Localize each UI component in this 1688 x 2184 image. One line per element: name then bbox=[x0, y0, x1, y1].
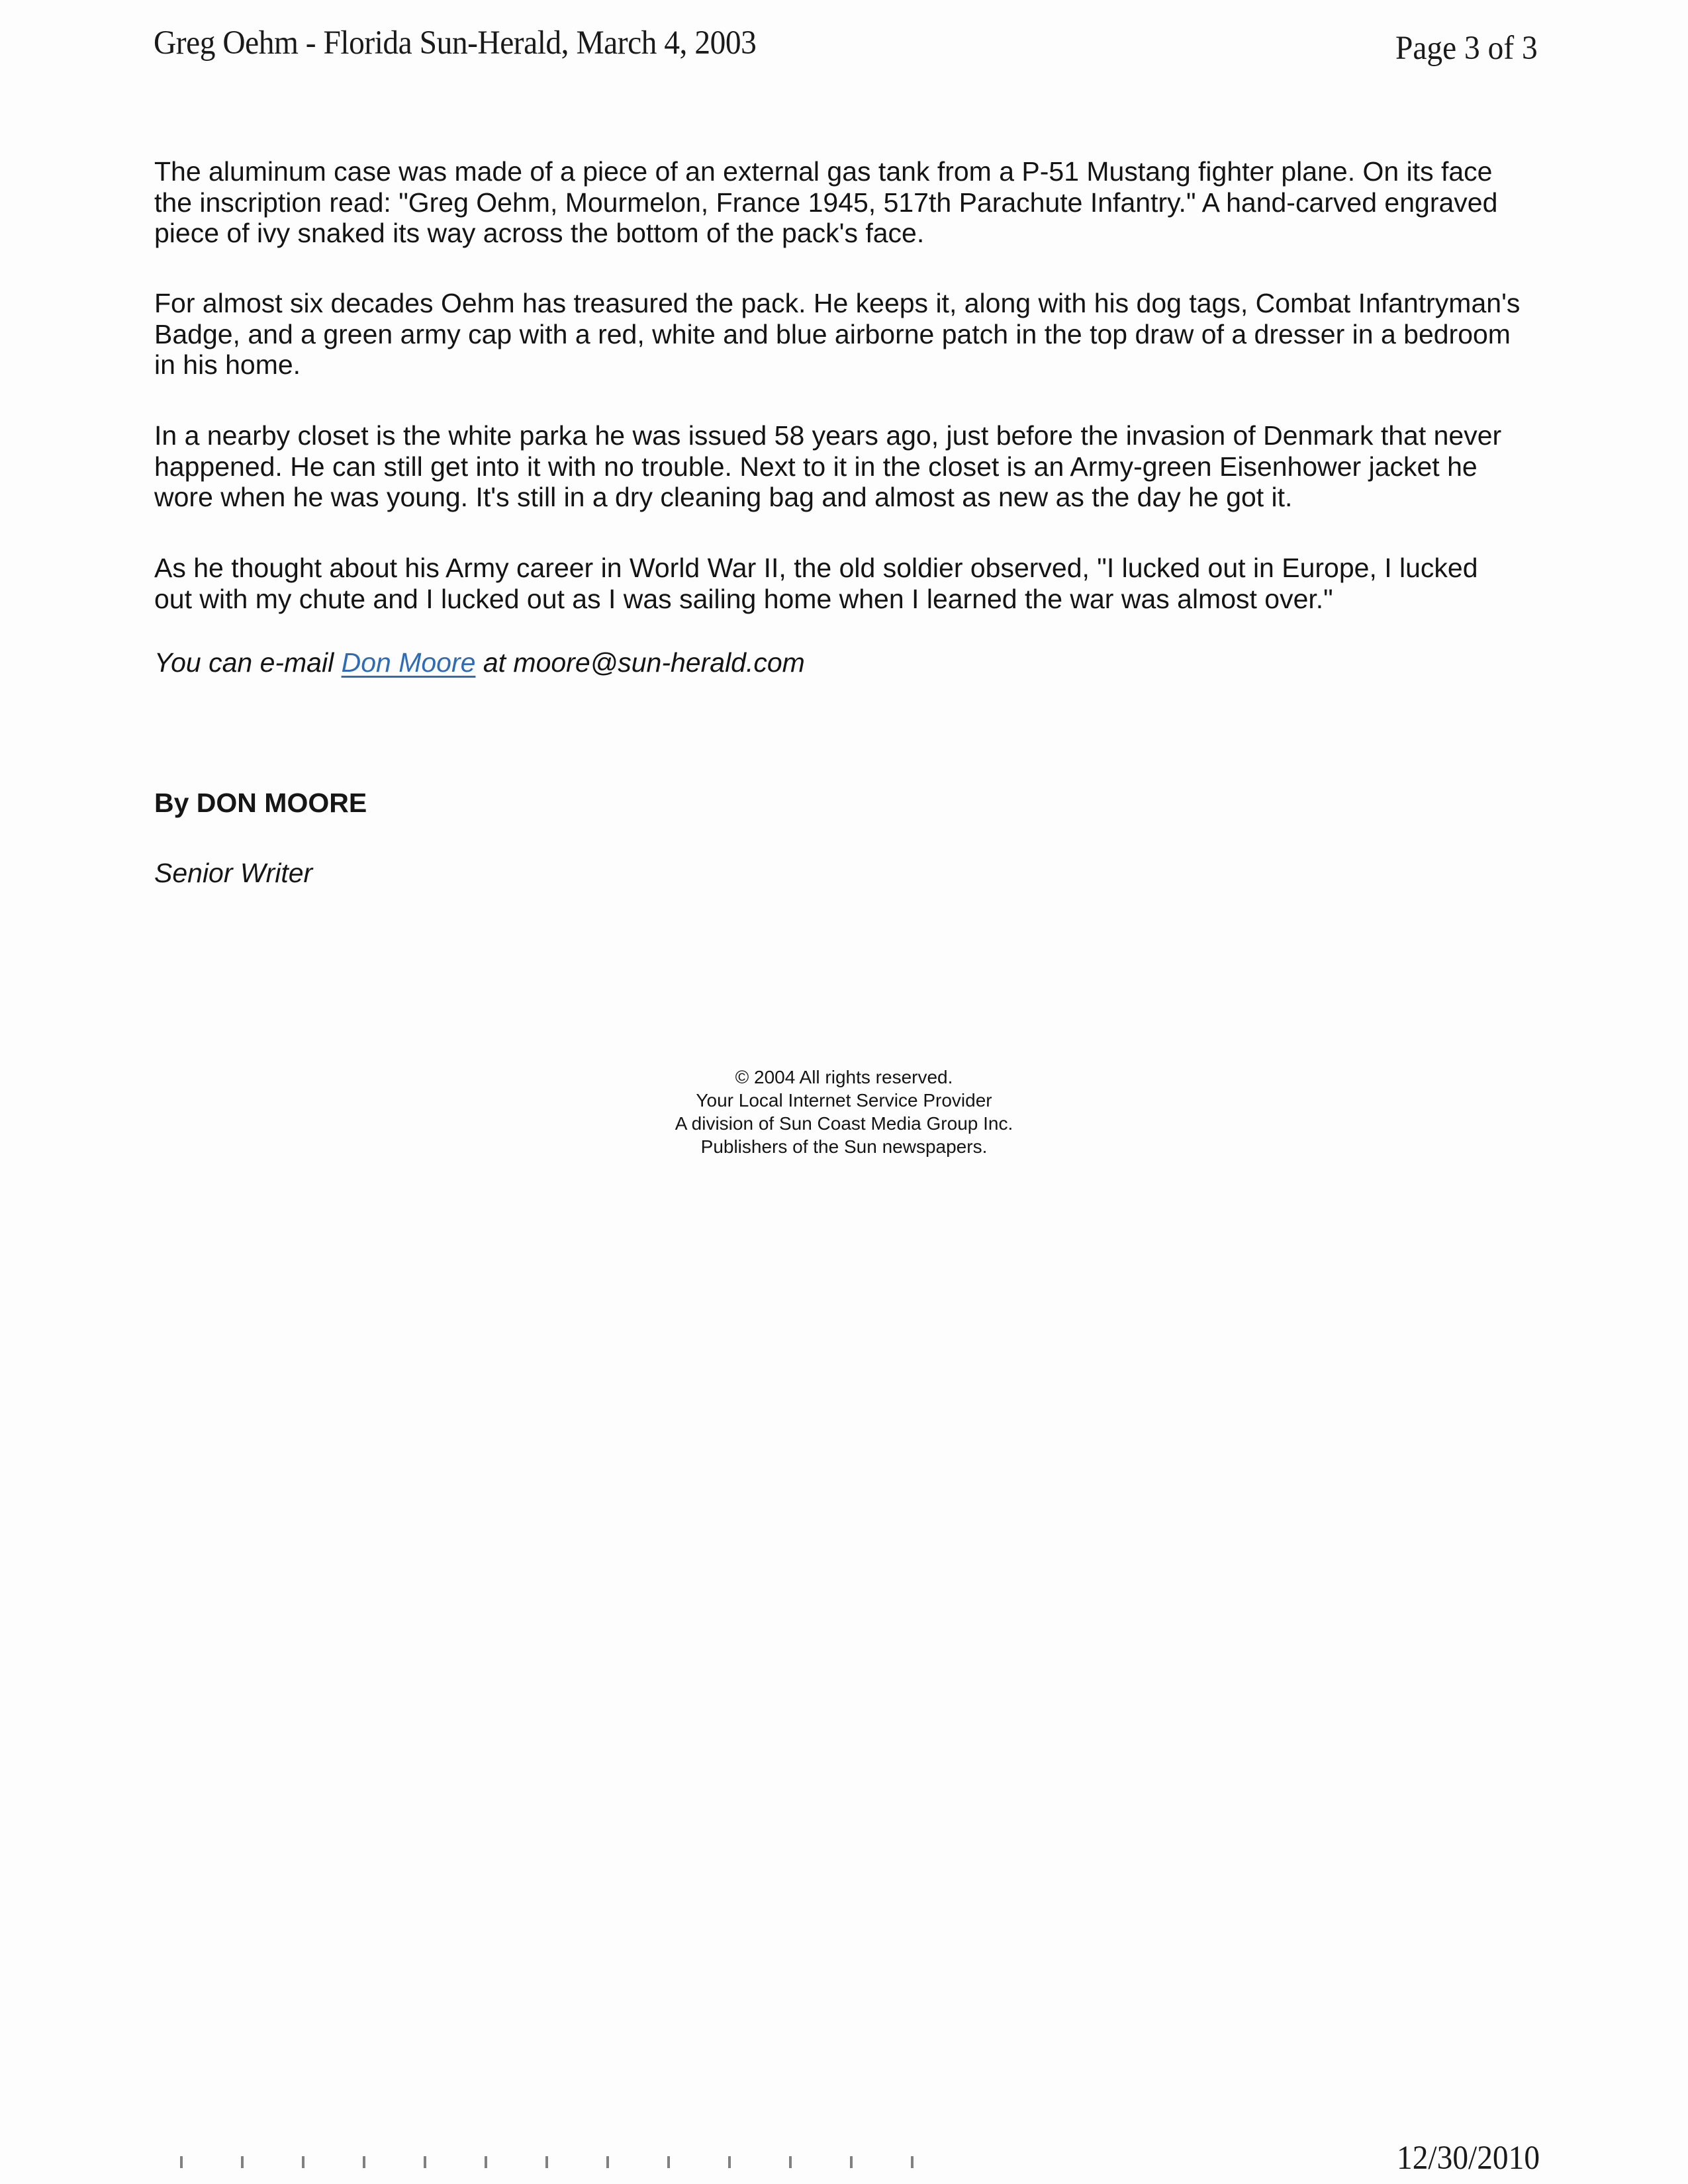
article-paragraph-1 bbox=[154, 156, 1497, 249]
footer-line: © 2004 All rights reserved. bbox=[735, 1067, 953, 1087]
contact-suffix: at moore@sun-herald.com bbox=[475, 647, 805, 678]
article-paragraph-2 bbox=[154, 288, 1520, 381]
paragraph-line: As he thought about his Army career in World War II, the old soldier observed, "I lucked out in Europe, I lucked bbox=[154, 553, 1478, 583]
paragraph-line: Badge, and a green army cap with a red, white and blue airborne patch in the top draw of a dresser in a bedroom bbox=[154, 318, 1511, 349]
cut-off-url-fragment bbox=[154, 2156, 935, 2168]
article-paragraph-3 bbox=[154, 420, 1501, 513]
print-footer bbox=[0, 2142, 1688, 2184]
author-role: Senior Writer bbox=[154, 858, 313, 888]
footer-line: A division of Sun Coast Media Group Inc. bbox=[675, 1113, 1013, 1134]
page-indicator: Page 3 of 3 bbox=[1395, 30, 1538, 67]
paragraph-line: For almost six decades Oehm has treasured the pack. He keeps it, along with his dog tags, Combat Infantryman's bbox=[154, 288, 1521, 318]
article-paragraph-4 bbox=[154, 553, 1478, 614]
print-date: 12/30/2010 bbox=[1397, 2142, 1540, 2177]
author-email-link[interactable]: Don Moore bbox=[341, 647, 476, 678]
contact-prefix: You can e-mail bbox=[154, 647, 342, 678]
contact-line bbox=[154, 647, 805, 678]
paragraph-line: happened. He can still get into it with no trouble. Next to it in the closet is an Army-green Eisenhower jacket he bbox=[154, 451, 1477, 482]
footer-line: Your Local Internet Service Provider bbox=[696, 1090, 992, 1111]
paragraph-line: the inscription read: "Greg Oehm, Mourmelon, France 1945, 517th Parachute Infantry." A hand-carved engraved bbox=[154, 187, 1498, 218]
paragraph-line: piece of ivy snaked its way across the bottom of the pack's face. bbox=[154, 218, 925, 248]
paragraph-line: out with my chute and I lucked out as I was sailing home when I learned the war was almost over." bbox=[154, 583, 1333, 614]
footer-line: Publishers of the Sun newspapers. bbox=[700, 1136, 988, 1157]
paragraph-line: The aluminum case was made of a piece of an external gas tank from a P-51 Mustang fighter plane. On its face bbox=[154, 156, 1493, 187]
paragraph-line: wore when he was young. It's still in a dry cleaning bag and almost as new as the day he got it. bbox=[154, 482, 1293, 512]
document-title: Greg Oehm - Florida Sun-Herald, March 4, 2003 bbox=[154, 24, 757, 62]
byline: By DON MOORE bbox=[154, 788, 367, 818]
page-header bbox=[154, 24, 1542, 70]
paragraph-line: in his home. bbox=[154, 349, 301, 380]
copyright-footer bbox=[0, 1066, 1688, 1158]
paragraph-line: In a nearby closet is the white parka he was issued 58 years ago, just before the invasion of Denmark that never bbox=[154, 420, 1502, 451]
